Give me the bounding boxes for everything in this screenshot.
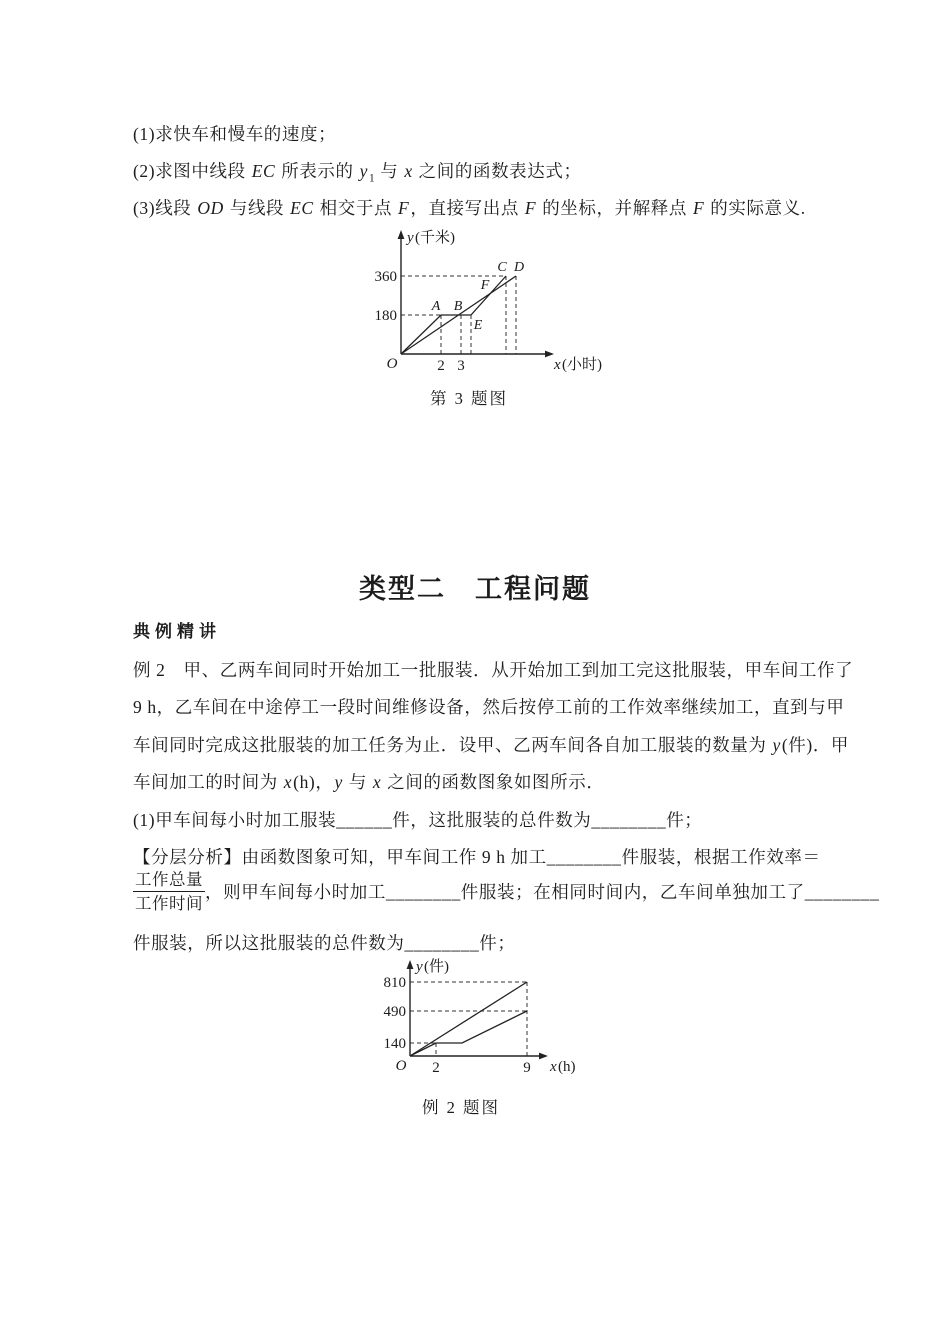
analysis-line-2	[133, 869, 880, 914]
origin-label: O	[395, 1058, 407, 1074]
problem3-figure-caption: 第 3 题图	[430, 389, 508, 408]
point-label-D: D	[513, 260, 525, 275]
section-title: 类型二 工程问题	[359, 574, 591, 604]
point-label-A: A	[431, 299, 441, 314]
y-tick-360: 360	[374, 269, 397, 285]
y-axis-arrow-icon	[407, 960, 414, 969]
example2-paragraph-line-4: 车间加工的时间为 x(h)，y 与 x 之间的函数图象如图所示．	[133, 772, 605, 792]
x-tick-2: 2	[437, 358, 445, 374]
analysis-line-2-text: ，则甲车间每小时加工________件服装；在相同时间内，乙车间单独加工了________	[205, 882, 880, 902]
example2-paragraph-line-3: 车间同时完成这批服装的加工任务为止．设甲、乙两车间各自加工服装的数量为 y(件)．甲	[133, 735, 850, 755]
analysis-line-3: 件服装，所以这批服装的总件数为________件；	[133, 933, 516, 953]
x-axis-arrow-icon	[545, 351, 554, 358]
example2-paragraph-line-2: 9 h，乙车间在中途停工一段时间维修设备，然后按停工前的工作效率继续加工，直到与甲	[133, 697, 845, 717]
workshop-yi-line	[410, 1011, 527, 1056]
y-axis-unit-label: (件)	[424, 959, 449, 975]
x-axis-unit-label: (h)	[558, 1059, 576, 1075]
problem3-graph	[356, 226, 611, 378]
example2-paragraph-line-1: 例 2 甲、乙两车间同时开始加工一批服装．从开始加工到加工完这批服装，甲车间工作了	[133, 660, 854, 680]
fraction-numerator: 工作总量	[133, 869, 205, 892]
y-axis-var-label: y	[407, 230, 414, 246]
x-axis-var-label: x	[554, 357, 561, 373]
y-tick-180: 180	[374, 308, 397, 324]
x-tick-3: 3	[457, 358, 465, 374]
example2-question-1: (1)甲车间每小时加工服装______件，这批服装的总件数为________件；	[133, 810, 703, 830]
section-subtitle: 典例精讲	[133, 622, 221, 641]
y-tick-810: 810	[383, 975, 406, 991]
problem3-question-2: (2)求图中线段 EC 所表示的 $y_1$ 与 x 之间的函数表达式；	[133, 161, 582, 185]
origin-label: O	[386, 356, 398, 372]
y-tick-490: 490	[383, 1004, 406, 1020]
x-tick-2: 2	[432, 1060, 440, 1076]
point-label-B: B	[453, 299, 463, 314]
point-label-F: F	[480, 278, 490, 293]
x-axis-arrow-icon	[539, 1053, 548, 1060]
x-axis-unit-label: (小时)	[562, 357, 602, 373]
analysis-line-1: 【分层分析】由函数图象可知，甲车间工作 9 h 加工________件服装，根据工作效率＝	[133, 847, 821, 867]
y-axis-var-label: y	[416, 959, 423, 975]
problem3-question-1: (1)求快车和慢车的速度；	[133, 124, 337, 144]
x-axis-var-label: x	[550, 1059, 557, 1075]
y-tick-140: 140	[383, 1036, 406, 1052]
work-rate-fraction	[133, 869, 205, 914]
point-label-E: E	[473, 318, 483, 333]
x-tick-9: 9	[523, 1060, 531, 1076]
example2-graph	[360, 956, 615, 1081]
y-axis-arrow-icon	[398, 230, 405, 239]
example2-figure-caption: 例 2 题图	[422, 1098, 500, 1117]
point-label-C: C	[497, 260, 507, 275]
example2-figure	[360, 956, 615, 1081]
problem3-question-3: (3)线段 OD 与线段 EC 相交于点 F，直接写出点 F 的坐标，并解释点 F 的实际意义.	[133, 198, 806, 218]
y-axis-unit-label: (千米)	[415, 230, 455, 246]
fraction-denominator: 工作时间	[135, 894, 203, 913]
problem3-figure	[356, 226, 611, 378]
